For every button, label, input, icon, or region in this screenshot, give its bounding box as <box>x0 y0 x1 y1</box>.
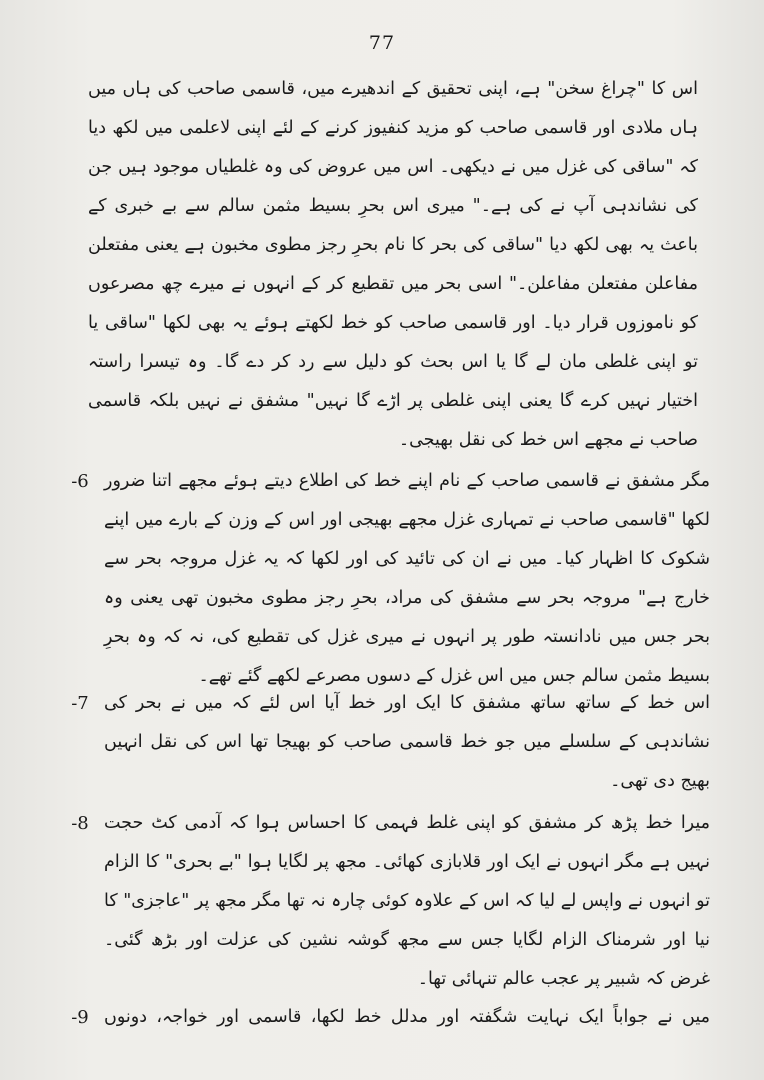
item-text: مگر مشفق نے قاسمی صاحب کے نام اپنے خط کی اطلاع دیتے ہوئے مجھے اتنا ضرور لکھا "قاسمی صاحب نے تمہاری غزل مجھے بھیجی اور اس کے وزن کے بارے میں اپنے شکوک کا اظہار کیا۔ میں نے ان کی تائید کی اور لکھا کہ یہ غزل مروجہ بحر سے خارج ہے" مروجہ بحر سے مشفق کی مراد، بحرِ رجز مطوی مخبون تھی یعنی وہ بحر جس میں نادانستہ طور پر انہوں نے میری غزل کی تقطیع کی، نہ کہ وہ بحرِ بسیط مثمن سالم جس میں اس غزل کے دسوں مصرعے لکھے گئے تھے۔ <box>104 471 710 686</box>
item-number: -9 <box>71 1007 89 1028</box>
item-text: میں نے جواباً ایک نہایت شگفتہ اور مدلل خط لکھا، قاسمی اور خواجہ، دونوں <box>104 1007 710 1027</box>
item-number: -6 <box>71 471 89 492</box>
numbered-item-8 <box>60 804 710 999</box>
item-number: -8 <box>71 813 89 834</box>
item-text: میرا خط پڑھ کر مشفق کو اپنی غلط فہمی کا احساس ہوا کہ آدمی کٹ حجت نہیں ہے مگر انہوں نے ایک اور قلابازی کھائی۔ مجھ پر لگایا ہوا "بے بحری" کا الزام تو انہوں نے واپس لے لیا کہ اس کے علاوہ کوئی چارہ نہ تھا مگر مجھ پر "عاجزی" کا نیا اور شرمناک الزام لگایا جس سے مجھ گوشہ نشین کی عزلت اور بڑھ گئی۔ غرض کہ شبیر پر عجب عالم تنہائی تھا۔ <box>104 813 710 989</box>
item-text: اس خط کے ساتھ ساتھ مشفق کا ایک اور خط آیا اس لئے کہ میں نے بحر کی نشاندہی کے سلسلے میں جو خط قاسمی صاحب کو بھیجا تھا اس کی نقل انہیں بھیج دی تھی۔ <box>104 693 710 791</box>
numbered-item-7 <box>60 684 710 801</box>
item-number: -7 <box>71 693 89 714</box>
numbered-item-9 <box>60 998 710 1037</box>
numbered-item-6 <box>60 462 710 696</box>
intro-paragraph: اس کا "چراغ سخن" ہے، اپنی تحقیق کے اندھیرے میں، قاسمی صاحب کی ہاں میں ہاں ملادی اور قاسمی صاحب کو مزید کنفیوز کرنے کے لئے اپنی لاعلمی میں لکھ دیا کہ "ساقی کی غزل میں نے دیکھی۔ اس میں عروض کی وہ غلطیاں موجود ہیں جن کی نشاندہی آپ نے کی ہے۔" میری اس بحرِ بسیط مثمن سالم سے بے خبری کے باعث یہ بھی لکھ دیا "ساقی کی بحر کا نام بحرِ رجز مطوی مخبون ہے یعنی مفتعلن مفاعلن مفتعلن مفاعلن۔" اسی بحر میں تقطیع کر کے انہوں نے میرے چھ مصرعوں کو ناموزوں قرار دیا۔ اور قاسمی صاحب کو خط لکھتے ہوئے یہ بھی لکھا "ساقی یا تو اپنی غلطی مان لے گا یا اس بحث کو دلیل سے رد کر دے گا۔ وہ تیسرا راستہ اختیار نہیں کرے گا یعنی اپنی غلطی پر اڑے گا نہیں" مشفق نے نہیں بلکہ قاسمی صاحب نے مجھے اس خط کی نقل بھیجی۔ <box>88 79 698 450</box>
page-number: 77 <box>368 32 396 54</box>
